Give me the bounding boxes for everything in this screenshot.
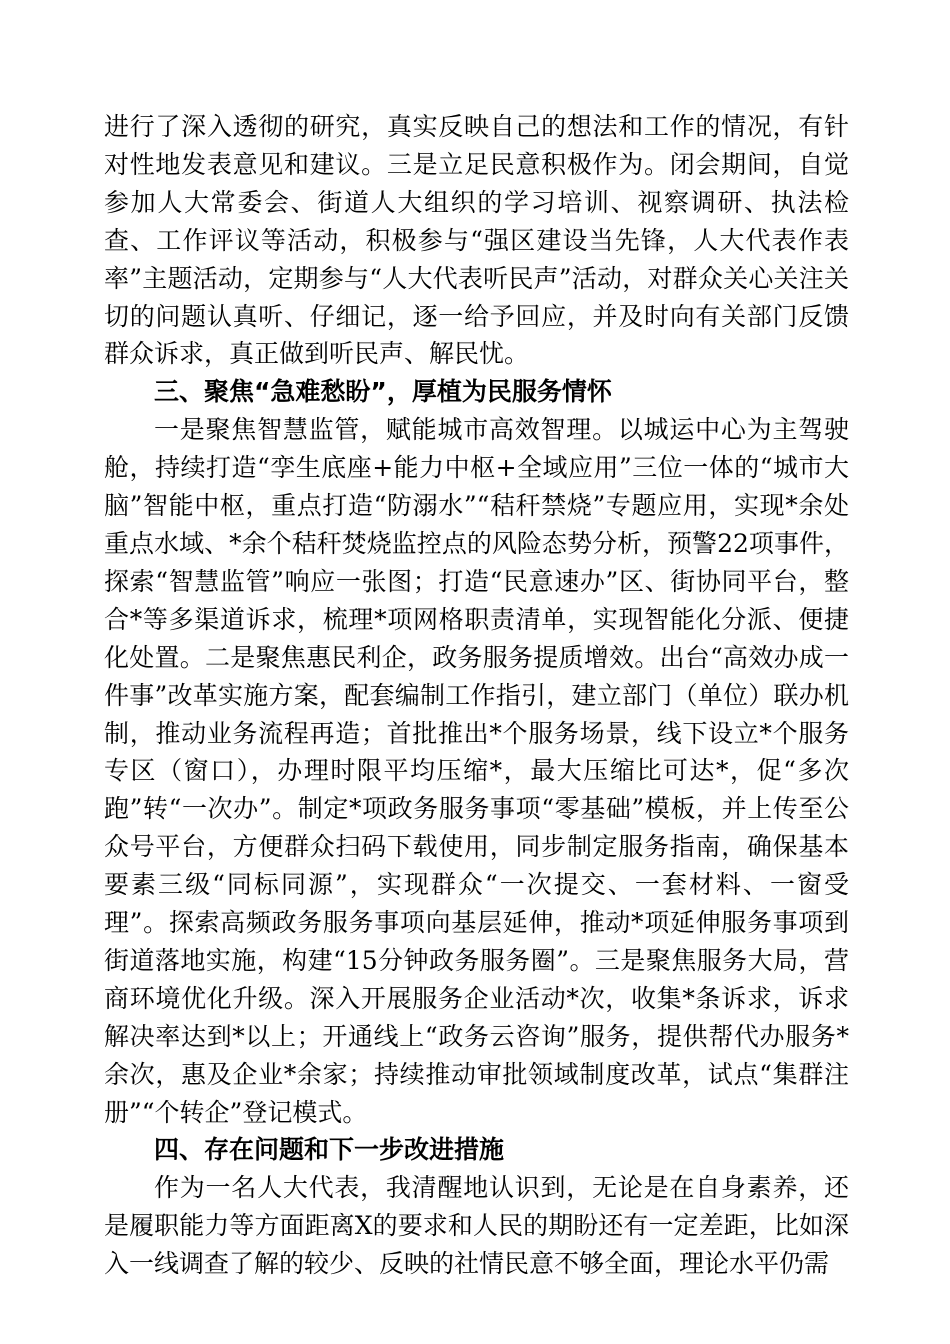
body-paragraph-1: 进行了深入透彻的研究，真实反映自己的想法和工作的情况，有针对性地发表意见和建议。三是立足民意积极作为。闭会期间，自觉参加人大常委会、街道人大组织的学习培训、视察调研、执法检查、工作评议等活动，积极参与“强区建设当先锋，人大代表作表率”主题活动，定期参与“人大代表听民声”活动，对群众关心关注关切的问题认真听、仔细记，逐一给予回应，并及时向有关部门反馈群众诉求，真正做到听民声、解民忧。 <box>104 112 849 369</box>
document-page <box>104 108 849 1283</box>
section-heading-3: 三、聚焦“急难愁盼”，厚植为民服务情怀 <box>154 377 612 407</box>
section-heading-4: 四、存在问题和下一步改进措施 <box>154 1135 505 1165</box>
body-paragraph-2: 一是聚焦智慧监管，赋能城市高效智理。以城运中心为主驾驶舱，持续打造“孪生底座+能力中枢+全域应用”三位一体的“城市大脑”智能中枢，重点打造“防溺水”“秸秆禁烧”专题应用，实现*余处重点水域、*余个秸秆焚烧监控点的风险态势分析，预警22项事件，探索“智慧监管”响应一张图；打造“民意速办”区、街协同平台，整合*等多渠道诉求，梳理*项网格职责清单，实现智能化分派、便捷化处置。二是聚焦惠民利企，政务服务提质增效。出台“高效办成一件事”改革实施方案，配套编制工作指引，建立部门（单位）联办机制，推动业务流程再造；首批推出*个服务场景，线下设立*个服务专区（窗口），办理时限平均压缩*，最大压缩比可达*，促“多次跑”转“一次办”。制定*项政务服务事项“零基础”模板，并上传至公众号平台，方便群众扫码下载使用，同步制定服务指南，确保基本要素三级“同标同源”，实现群众“一次提交、一套材料、一窗受理”。探索高频政务服务事项向基层延伸，推动*项延伸服务事项到街道落地实施，构建“15分钟政务服务圈”。三是聚焦服务大局，营商环境优化升级。深入开展服务企业活动*次，收集*条诉求，诉求解决率达到*以上；开通线上“政务云咨询”服务，提供帮代办服务*余次，惠及企业*余家；持续推动审批领域制度改革，试点“集群注册”“个转企”登记模式。 <box>104 415 849 1127</box>
body-paragraph-3: 作为一名人大代表，我清醒地认识到，无论是在自身素养，还是履职能力等方面距离X的要求和人民的期盼还有一定差距，比如深入一线调查了解的较少、反映的社情民意不够全面，理论水平仍需 <box>104 1173 849 1279</box>
